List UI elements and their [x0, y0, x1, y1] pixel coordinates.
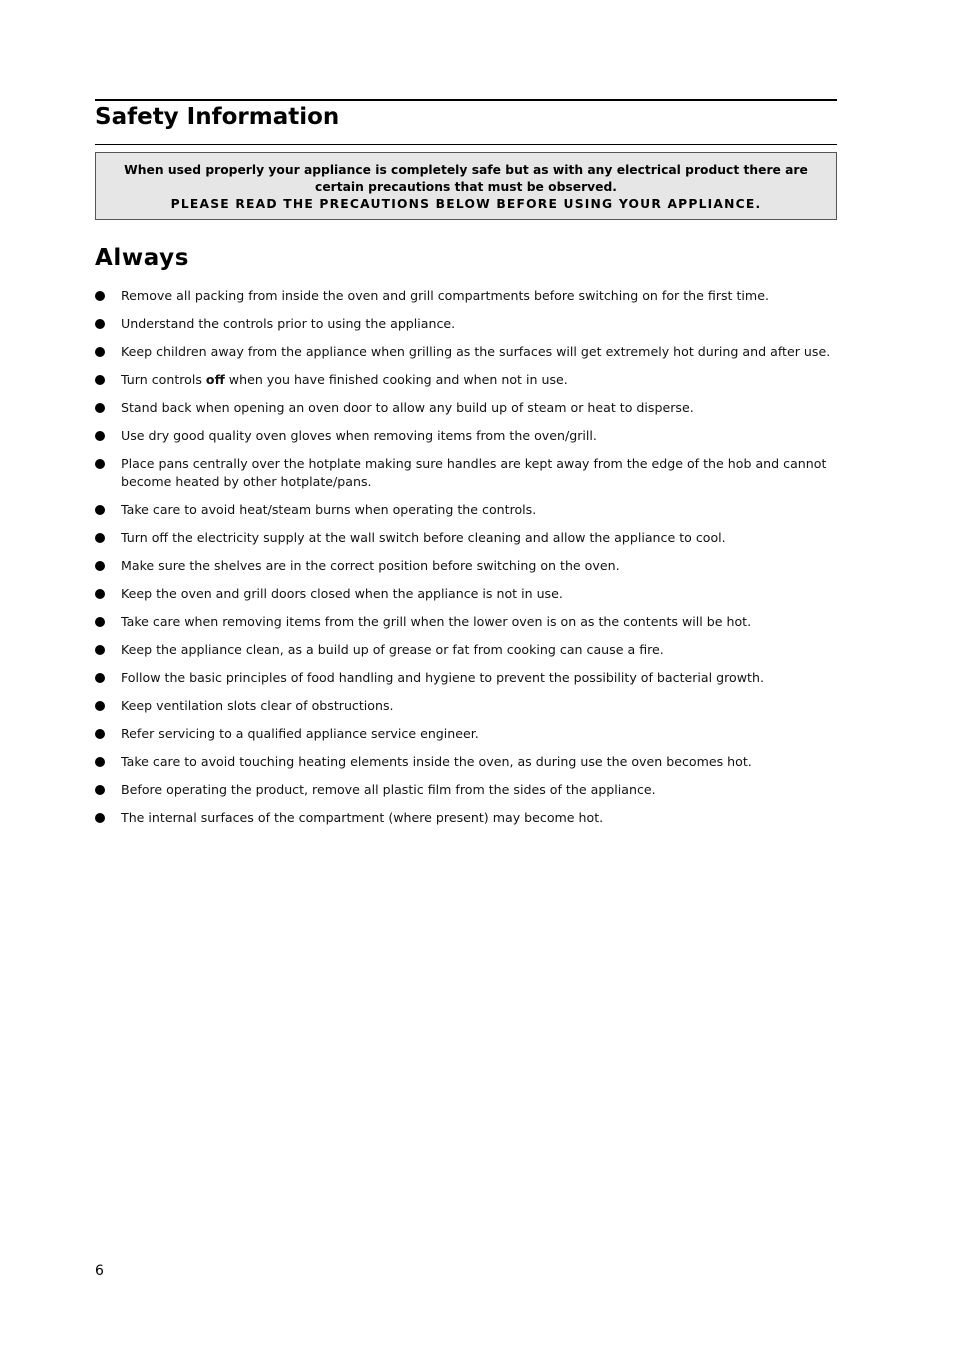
list-item-text: Make sure the shelves are in the correct position before switching on the oven. [121, 558, 620, 573]
bullet-icon [95, 729, 105, 739]
list-item [95, 501, 840, 519]
list-item [95, 557, 840, 575]
list-item-text: Before operating the product, remove all plastic film from the sides of the appliance. [121, 782, 656, 797]
bullet-icon [95, 785, 105, 795]
precautions-list [95, 287, 840, 827]
list-item-text: Keep children away from the appliance when grilling as the surfaces will get extremely hot during and after use. [121, 344, 831, 359]
title-rule [95, 144, 837, 145]
list-item-text-before: Turn controls [121, 372, 206, 387]
bullet-icon [95, 673, 105, 683]
list-item-bold-word: off [205, 372, 225, 387]
notice-caps-text: PLEASE READ THE PRECAUTIONS BELOW BEFORE USING YOUR APPLIANCE. [170, 197, 762, 211]
bullet-icon [95, 813, 105, 823]
list-item-text: The internal surfaces of the compartment (where present) may become hot. [121, 810, 604, 825]
list-item [95, 371, 840, 389]
bullet-icon [95, 589, 105, 599]
list-item [95, 399, 840, 417]
bullet-icon [95, 505, 105, 515]
list-item-text: Keep ventilation slots clear of obstructions. [121, 698, 394, 713]
list-item-text: Take care when removing items from the grill when the lower oven is on as the contents will be hot. [121, 614, 752, 629]
page-number: 6 [95, 1263, 104, 1279]
section-heading: Always [95, 245, 190, 271]
list-item-text: Keep the appliance clean, as a build up of grease or fat from cooking can cause a fire. [121, 642, 664, 657]
bullet-icon [95, 291, 105, 301]
list-item-text: Follow the basic principles of food handling and hygiene to prevent the possibility of bacterial growth. [121, 670, 764, 685]
list-item [95, 315, 840, 333]
list-item [95, 669, 840, 687]
list-item [95, 427, 840, 445]
list-item [95, 781, 840, 799]
list-item [95, 585, 840, 603]
notice-text: When used properly your appliance is completely safe but as with any electrical product there are certain precautions that must be observed. [124, 163, 808, 194]
list-item [95, 613, 840, 631]
list-item [95, 753, 840, 771]
list-item-text: Place pans centrally over the hotplate making sure handles are kept away from the edge of the hob and cannot become heated by other hotplate/pans. [121, 456, 827, 489]
bullet-icon [95, 561, 105, 571]
list-item-text: Take care to avoid touching heating elements inside the oven, as during use the oven becomes hot. [121, 754, 752, 769]
bullet-icon [95, 375, 105, 385]
list-item [95, 697, 840, 715]
list-item-text: Understand the controls prior to using the appliance. [121, 316, 456, 331]
list-item [95, 455, 840, 491]
top-rule [95, 99, 837, 101]
list-item [95, 529, 840, 547]
bullet-icon [95, 645, 105, 655]
list-item-text: Keep the oven and grill doors closed when the appliance is not in use. [121, 586, 563, 601]
bullet-icon [95, 701, 105, 711]
list-item-text: Use dry good quality oven gloves when removing items from the oven/grill. [121, 428, 597, 443]
bullet-icon [95, 533, 105, 543]
list-item-text: Remove all packing from inside the oven and grill compartments before switching on for the first time. [121, 288, 769, 303]
bullet-icon [95, 431, 105, 441]
page-title: Safety Information [95, 104, 340, 130]
list-item-text: Stand back when opening an oven door to allow any build up of steam or heat to disperse. [121, 400, 694, 415]
list-item-text: Refer servicing to a qualified appliance service engineer. [121, 726, 479, 741]
list-item [95, 725, 840, 743]
bullet-icon [95, 757, 105, 767]
safety-notice-box [95, 152, 837, 220]
bullet-icon [95, 459, 105, 469]
bullet-icon [95, 403, 105, 413]
bullet-icon [95, 319, 105, 329]
bullet-icon [95, 347, 105, 357]
list-item-text: Turn off the electricity supply at the wall switch before cleaning and allow the appliance to cool. [121, 530, 726, 545]
bullet-icon [95, 617, 105, 627]
list-item [95, 343, 840, 361]
list-item-text-after: when you have finished cooking and when not in use. [224, 372, 568, 387]
list-item [95, 287, 840, 305]
list-item [95, 641, 840, 659]
list-item-text: Take care to avoid heat/steam burns when operating the controls. [121, 502, 537, 517]
list-item [95, 809, 840, 827]
